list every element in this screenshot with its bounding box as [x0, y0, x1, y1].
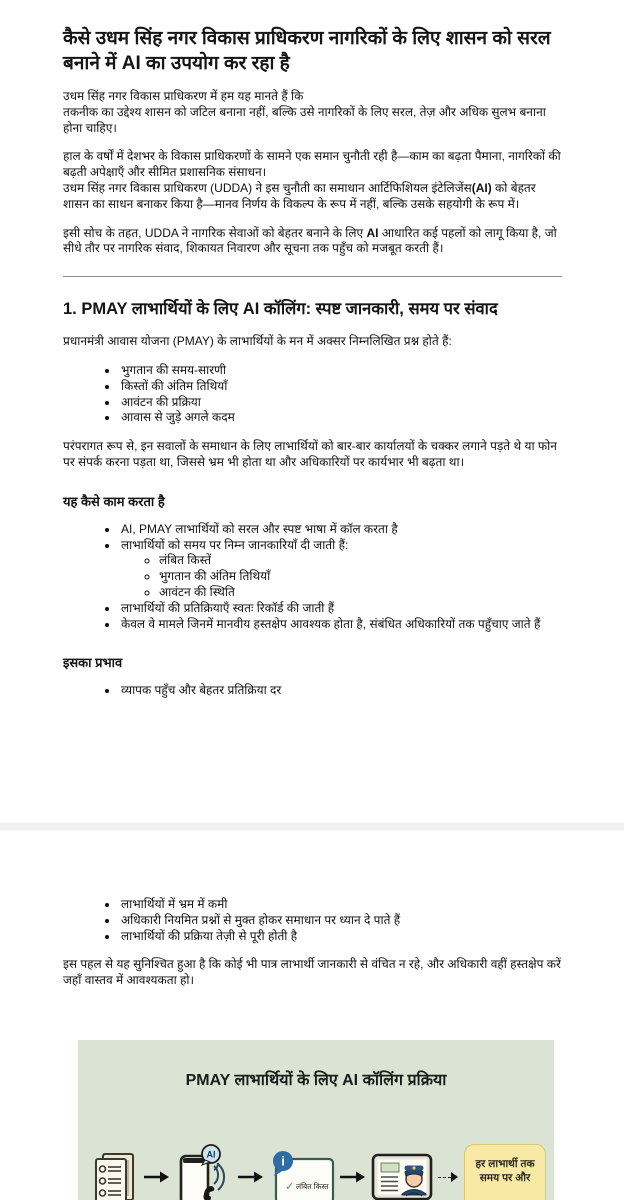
intro-challenge-text-cont: को बेहतर शासन का साधन बनाकर किया है—मानव निर्णय के विकल्प के रूप में नहीं, बल्कि उसके सहयोगी के रूप में। — [63, 180, 536, 211]
traditional-process-paragraph: परंपरागत रूप से, इन सवालों के समाधान के लिए लाभार्थियों को बार-बार कार्यालयों के चक्कर लगाने पड़ते थे या फोन पर संपर्क करना पड़ता था, जिससे भ्रम भी होता था और अधिकारियों पर कार्यभार भी बढ़ता था। — [63, 439, 557, 469]
arrow-icon — [144, 1170, 169, 1188]
ai-badge-label: AI — [206, 1149, 216, 1160]
page2-content — [63, 897, 562, 1002]
arrow-icon — [340, 1170, 365, 1188]
list-item: • व्यापक पहुँच और बेहतर प्रतिक्रिया दर — [119, 683, 562, 699]
arrow-icon — [238, 1170, 263, 1188]
list-item: • आवास से जुड़े अगले कदम — [119, 410, 562, 426]
outcome-note — [464, 1144, 546, 1200]
info-glyph: i — [280, 1153, 285, 1169]
note-line: समय पर और — [479, 1172, 531, 1184]
process-flow-row — [92, 1144, 546, 1200]
list-item: • भुगतान की समय-सारणी — [119, 363, 562, 379]
intro-paragraph-challenge — [63, 149, 562, 212]
ai-bold-text: AI — [366, 225, 379, 240]
list-item: ◦ लंबित किस्तें — [159, 553, 562, 569]
list-item: ◦ आवंटन की स्थिति — [159, 585, 562, 601]
list-item: • लाभार्थियों की प्रतिक्रियाएँ स्वतः रिकॉर्ड की जाती हैं — [119, 601, 562, 617]
intro-paragraph-initiatives — [63, 226, 562, 258]
list-item: • आवंटन की प्रक्रिया — [119, 395, 562, 411]
list-item: • किस्तों की अंतिम तिथियाँ — [119, 379, 562, 395]
info-sublist — [121, 553, 562, 600]
officer-screen-icon — [371, 1152, 433, 1200]
checklist-documents-icon — [92, 1152, 138, 1200]
ai-calling-process-infographic — [78, 1040, 554, 1200]
impact-list-page2 — [63, 897, 562, 944]
figure-title: PMAY लाभार्थियों के लिए AI कॉलिंग प्रक्रिया — [185, 1072, 447, 1089]
section-divider — [63, 276, 562, 277]
list-item: • लाभार्थियों में भ्रम में कमी — [119, 897, 562, 913]
list-item: • अधिकारी नियमित प्रश्नों से मुक्त होकर समाधान पर ध्यान दे पाते हैं — [119, 913, 562, 929]
list-item: • AI, PMAY लाभार्थियों को सरल और स्पष्ट भाषा में कॉल करता है — [119, 522, 562, 538]
ai-bold-text: (AI) — [471, 180, 492, 195]
pending-installment-info-card-icon — [269, 1150, 335, 1200]
list-item — [119, 538, 562, 601]
conclusion-paragraph: इस पहल से यह सुनिश्चित हुआ है कि कोई भी पात्र लाभार्थी जानकारी से वंचित न रहे, और अधिकारी वहीं हस्तक्षेप करें जहाँ वास्तव में आवश्यकता हो। — [63, 957, 561, 988]
impact-list-page1 — [63, 683, 562, 699]
page1-content — [63, 26, 562, 711]
how-it-works-heading: यह कैसे काम करता है — [63, 493, 165, 509]
list-item-text: लाभार्थियों को समय पर निम्न जानकारियाँ दी जाती हैं: — [121, 537, 349, 552]
page-break — [0, 822, 624, 831]
how-it-works-list — [63, 522, 562, 633]
card-label: लंबित किस्त — [295, 1182, 329, 1191]
section1-lead: प्रधानमंत्री आवास योजना (PMAY) के लाभार्थियों के मन में अक्सर निम्नलिखित प्रश्न होते हैं: — [63, 334, 452, 349]
note-line: हर लाभार्थी तक — [475, 1158, 535, 1170]
intro-paragraph-belief: उधम सिंह नगर विकास प्राधिकरण में हम यह मानते हैं कि तकनीक का उद्देश्य शासन को जटिल बनाना नहीं, बल्कि उसे नागरिकों के लिए सरल, तेज़ और अधिक सुलभ बनाना होना चाहिए। — [63, 89, 546, 135]
check-glyph: ✓ — [284, 1181, 294, 1193]
impact-heading: इसका प्रभाव — [63, 655, 123, 671]
list-item: ◦ भुगतान की अंतिम तिथियाँ — [159, 569, 562, 585]
intro-initiatives-text: इसी सोच के तहत, UDDA ने नागरिक सेवाओं को बेहतर बनाने के लिए — [63, 225, 367, 240]
section1-heading: 1. PMAY लाभार्थियों के लिए AI कॉलिंग: स्पष्ट जानकारी, समय पर संवाद — [63, 300, 498, 319]
article-title: कैसे उधम सिंह नगर विकास प्राधिकरण नागरिकों के लिए शासन को सरल बनाने में AI का उपयोग कर रहा है — [63, 28, 551, 74]
list-item: • लाभार्थियों की प्रक्रिया तेज़ी से पूरी होती है — [119, 929, 562, 945]
intro-initiatives-text-cont: आधारित कई पहलों को लागू किया है, जो सीधे तौर पर नागरिक संवाद, शिकायत निवारण और सूचना तक पहुँच को मजबूत करती हैं। — [63, 225, 557, 256]
intro-challenge-text: हाल के वर्षों में देशभर के विकास प्राधिकरणों के सामने एक समान चुनौती रही है—काम का बढ़ता पैमाना, नागरिकों की बढ़ती अपेक्षाएँ और सीमित प्रशासनिक संसाधन। उधम सिंह नगर विकास प्राधिकरण (UDDA) ने इस चुनौती का समाधान आर्टिफिशियल इंटेलिजेंस — [63, 149, 561, 195]
dashed-arrow-icon — [438, 1172, 458, 1182]
pmay-questions-list — [63, 363, 562, 426]
list-item: • केवल वे मामले जिनमें मानवीय हस्तक्षेप आवश्यक होता है, संबंधित अधिकारियों तक पहुँचाए जाते हैं — [119, 617, 562, 633]
ai-phone-call-icon — [174, 1144, 232, 1200]
